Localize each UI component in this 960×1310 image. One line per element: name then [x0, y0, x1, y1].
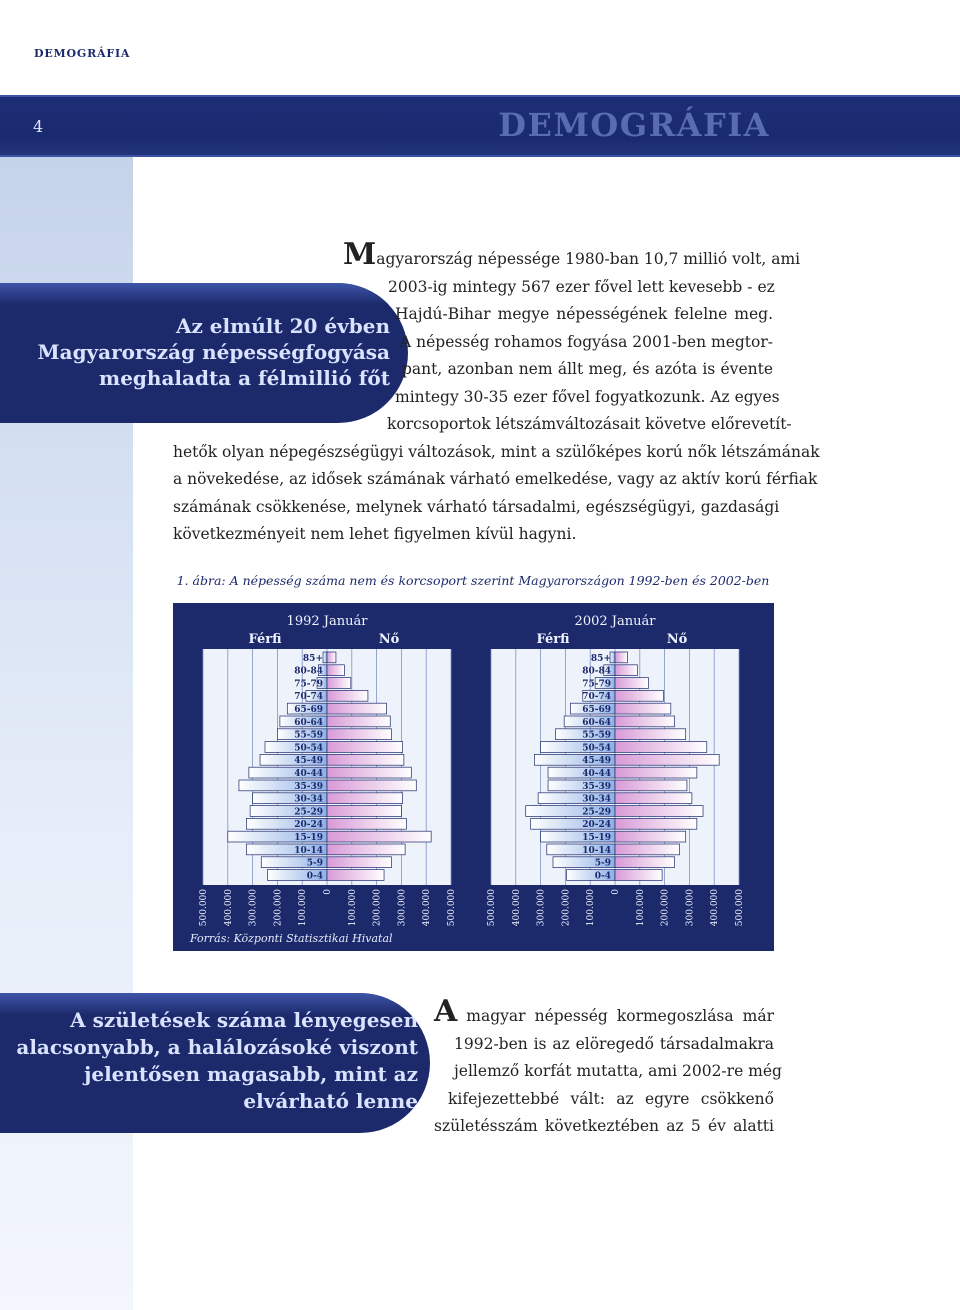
paragraph-line: A magyar népesség kormegoszlása már: [434, 994, 774, 1029]
age-group-label: 80-84: [294, 666, 323, 677]
page-number: 4: [33, 117, 44, 136]
female-bar: [327, 754, 404, 765]
section-title: DEMOGRÁFIA: [498, 106, 770, 144]
pull-quote-line: A születések száma lényegesen: [70, 1008, 418, 1032]
age-group-label: 30-34: [582, 794, 611, 805]
pull-quote-line: elvárható lenne: [243, 1089, 418, 1113]
x-tick-label: 100.000: [635, 889, 646, 927]
paragraph-line: Hajdú-Bihar megye népességének felelne meg.: [395, 305, 773, 323]
female-bar: [327, 678, 351, 689]
age-group-label: 60-64: [294, 717, 323, 728]
pull-quote-second: [0, 993, 430, 1133]
age-group-label: 75-79: [582, 679, 611, 690]
x-tick-label: 300.000: [397, 889, 408, 927]
age-group-label: 40-44: [294, 769, 323, 779]
age-group-label: 55-59: [294, 730, 323, 741]
age-group-label: 45-49: [582, 756, 611, 767]
population-pyramid-figure: [173, 603, 774, 951]
running-head: DEMOGRÁFIA: [34, 47, 131, 60]
x-tick-label: 300.000: [536, 889, 547, 927]
x-tick-label: 400.000: [511, 889, 522, 927]
female-bar: [615, 793, 692, 804]
paragraph-line: a növekedése, az idősek számának várható emelkedése, vagy az aktív korú férfiak: [173, 470, 818, 488]
figure-source: Forrás: Központi Statisztikai Hivatal: [190, 932, 393, 945]
female-bar: [615, 844, 679, 855]
paragraph-line: hetők olyan népegészségügyi változások, mint a szülőképes korú nők létszámának: [173, 442, 820, 461]
female-bar: [327, 806, 401, 817]
age-group-label: 85+: [302, 653, 323, 664]
x-tick-label: 500.000: [487, 889, 497, 927]
age-group-label: 40-44: [582, 769, 611, 779]
pull-quote-line: jelentősen magasabb, mint az: [84, 1062, 418, 1086]
x-tick-label: 200.000: [561, 889, 572, 927]
x-tick-label: 400.000: [223, 889, 234, 927]
female-bar: [615, 754, 719, 765]
age-group-label: 0-4: [306, 871, 323, 882]
female-bar: [615, 716, 675, 727]
pull-quote-line: Az elmúlt 20 évben: [175, 314, 390, 338]
female-bar: [327, 767, 411, 778]
female-bar: [327, 857, 391, 868]
female-bar: [327, 690, 368, 701]
x-tick-label: 500.000: [735, 889, 745, 927]
female-bar: [615, 742, 707, 753]
x-tick-label: 500.000: [447, 889, 457, 927]
x-tick-label: 200.000: [273, 889, 284, 927]
female-bar: [327, 652, 336, 663]
female-bar: [615, 652, 627, 663]
section-banner: [0, 95, 960, 157]
paragraph-line: korcsoportok létszámváltozásait követve előrevetít-: [387, 415, 792, 433]
female-bar: [615, 690, 663, 701]
female-label: Nő: [378, 632, 400, 647]
x-tick-label: 200.000: [372, 889, 383, 927]
x-tick-label: 400.000: [422, 889, 433, 927]
age-group-label: 50-54: [294, 743, 323, 754]
age-group-label: 35-39: [294, 781, 323, 792]
paragraph-line: 2003-ig mintegy 567 ezer fővel lett kevesebb - ez: [388, 277, 775, 296]
pull-quote-line: Magyarország népességfogyása: [37, 340, 390, 364]
age-group-label: 15-19: [582, 833, 611, 843]
paragraph-line: jellemző korfát mutatta, ami 2002-re még: [454, 1062, 782, 1080]
age-group-label: 70-74: [294, 692, 323, 703]
paragraph-line: számának csökkenése, melynek várható társadalmi, egészségügyi, gazdasági: [173, 497, 780, 516]
female-label: Nő: [666, 632, 688, 647]
female-bar: [615, 806, 703, 817]
female-bar: [327, 831, 431, 842]
age-group-label: 55-59: [582, 730, 611, 741]
paragraph-age-structure: [434, 994, 782, 1141]
age-group-label: 15-19: [294, 833, 323, 843]
female-bar: [615, 678, 648, 689]
pull-quote-line: meghaladta a félmillió főt: [99, 366, 390, 390]
age-group-label: 0-4: [594, 871, 611, 882]
age-group-label: 65-69: [294, 705, 323, 715]
paragraph-line: Magyarország népessége 1980-ban 10,7 millió volt, ami: [343, 237, 801, 272]
paragraph-line: születésszám következtében az 5 év alatti: [434, 1117, 774, 1135]
age-group-label: 65-69: [582, 705, 611, 715]
pull-quote-line: alacsonyabb, a halálozásoké viszont: [16, 1035, 418, 1059]
age-group-label: 10-14: [294, 845, 323, 856]
female-bar: [615, 831, 686, 842]
pull-quote-text: [0, 1007, 418, 1115]
female-bar: [615, 703, 671, 714]
paragraph-line: pant, azonban nem állt meg, és azóta is évente: [402, 360, 773, 378]
age-group-label: 25-29: [582, 807, 611, 818]
x-tick-label: 300.000: [685, 889, 696, 927]
female-bar: [615, 818, 697, 829]
female-bar: [615, 870, 662, 881]
paragraph-line: A népesség rohamos fogyása 2001-ben megtor-: [400, 332, 773, 351]
age-group-label: 25-29: [294, 807, 323, 818]
paragraph-line: következményeit nem lehet figyelmen kívül hagyni.: [173, 525, 577, 543]
x-tick-label: 100.000: [298, 889, 309, 927]
female-bar: [327, 818, 406, 829]
age-group-label: 85+: [590, 653, 611, 664]
x-tick-label: 400.000: [710, 889, 721, 927]
age-group-label: 5-9: [306, 858, 323, 869]
age-group-label: 20-24: [582, 820, 611, 831]
age-group-label: 10-14: [582, 845, 611, 856]
population-pyramids-chart: [173, 603, 774, 951]
female-bar: [327, 729, 391, 740]
female-bar: [615, 857, 675, 868]
age-group-label: 45-49: [294, 756, 323, 767]
female-bar: [327, 703, 387, 714]
age-group-label: 80-84: [582, 666, 611, 677]
age-group-label: 5-9: [594, 858, 611, 869]
paragraph-intro: [173, 237, 820, 549]
age-group-label: 50-54: [582, 743, 611, 754]
paragraph-line: mintegy 30-35 ezer fővel fogyatkozunk. Az egyes: [395, 387, 780, 406]
x-tick-label: 0: [323, 889, 333, 895]
dropcap: M: [343, 237, 377, 272]
panel-title: 2002 Január: [574, 614, 656, 629]
age-group-label: 20-24: [294, 820, 323, 831]
age-group-label: 60-64: [582, 717, 611, 728]
x-tick-label: 100.000: [586, 889, 597, 927]
female-bar: [615, 780, 687, 791]
female-bar: [327, 793, 403, 804]
x-tick-label: 500.000: [199, 889, 209, 927]
x-tick-label: 300.000: [248, 889, 259, 927]
male-label: Férfi: [248, 632, 282, 647]
female-bar: [327, 780, 416, 791]
x-tick-label: 200.000: [660, 889, 671, 927]
age-group-label: 35-39: [582, 781, 611, 792]
female-bar: [327, 844, 405, 855]
figure-caption: 1. ábra: A népesség száma nem és korcsoport szerint Magyarországon 1992-ben és 2002-ben: [176, 573, 770, 588]
male-bar: [323, 652, 327, 663]
female-bar: [327, 870, 384, 881]
paragraph-line: 1992-ben is az elöregedő társadalmakra: [454, 1034, 774, 1053]
female-bar: [615, 729, 686, 740]
female-bar: [615, 767, 697, 778]
age-group-label: 70-74: [582, 692, 611, 703]
female-bar: [615, 665, 637, 676]
female-bar: [327, 742, 403, 753]
dropcap: A: [434, 994, 458, 1029]
x-tick-label: 100.000: [347, 889, 358, 927]
x-tick-label: 0: [611, 889, 621, 895]
panel-title: 1992 Január: [286, 614, 368, 629]
age-group-label: 30-34: [294, 794, 323, 805]
female-bar: [327, 716, 390, 727]
female-bar: [327, 665, 344, 676]
male-label: Férfi: [536, 632, 570, 647]
paragraph-line: kifejezettebbé vált: az egyre csökkenő: [448, 1089, 774, 1108]
age-group-label: 75-79: [294, 679, 323, 690]
